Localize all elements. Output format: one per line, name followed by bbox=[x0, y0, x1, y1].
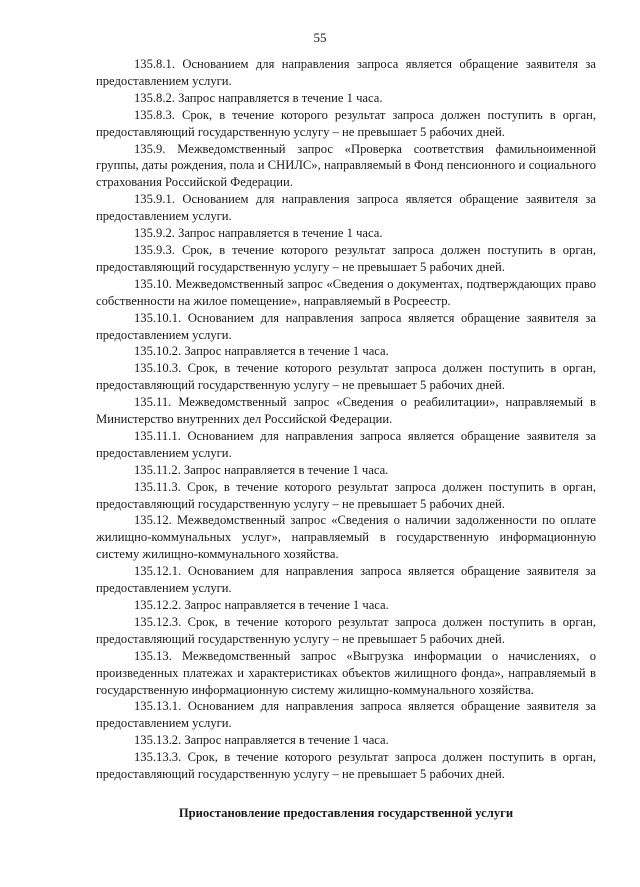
paragraph-135-12-2: 135.12.2. Запрос направляется в течение 1 часа. bbox=[134, 598, 389, 612]
paragraph-135-11: 135.11. Межведомственный запрос «Сведения о реабилитации», направляемый в Министерство внутренних дел Российской Федерации. bbox=[96, 395, 596, 427]
paragraph-135-12-1: 135.12.1. Основанием для направления запроса является обращение заявителя за предоставлением услуги. bbox=[96, 564, 596, 596]
paragraph-135-10-1: 135.10.1. Основанием для направления запроса является обращение заявителя за предоставлением услуги. bbox=[96, 310, 596, 342]
paragraph-135-13-3: 135.13.3. Срок, в течение которого результат запроса должен поступить в орган, предоставляющий государственную услугу – не превышает 5 рабочих дней. bbox=[96, 750, 596, 782]
document-body bbox=[96, 56, 596, 783]
paragraph-135-10-3: 135.10.3. Срок, в течение которого результат запроса должен поступить в орган, предоставляющий государственную услугу – не превышает 5 рабочих дней. bbox=[96, 361, 596, 393]
paragraph-135-11-1: 135.11.1. Основанием для направления запроса является обращение заявителя за предоставлением услуги. bbox=[96, 428, 596, 460]
paragraph-135-9: 135.9. Межведомственный запрос «Проверка соответствия фамильноименной группы, даты рождения, пола и СНИЛС», направляемый в Фонд пенсионного и социального страхования Российской Федерации. bbox=[96, 141, 596, 190]
section-heading: Приостановление предоставления государственной услуги bbox=[178, 806, 514, 820]
paragraph-135-8-2: 135.8.2. Запрос направляется в течение 1 часа. bbox=[134, 90, 383, 105]
paragraph-135-10-2: 135.10.2. Запрос направляется в течение 1 часа. bbox=[134, 344, 389, 359]
paragraph-135-12: 135.12. Межведомственный запрос «Сведения о наличии задолженности по оплате жилищно-коммунальных услуг», направляемый в государственную информационную систему жилищно-коммунального хозяйства. bbox=[96, 513, 596, 562]
paragraph-135-9-3: 135.9.3. Срок, в течение которого результат запроса должен поступить в орган, предоставляющий государственную услугу – не превышает 5 рабочих дней. bbox=[96, 242, 596, 274]
paragraph-135-8-3: 135.8.3. Срок, в течение которого результат запроса должен поступить в орган, предоставляющий государственную услугу – не превышает 5 рабочих дней. bbox=[96, 107, 596, 139]
paragraph-135-8-1: 135.8.1. Основанием для направления запроса является обращение заявителя за предоставлением услуги. bbox=[96, 57, 596, 88]
paragraph-135-9-2: 135.9.2. Запрос направляется в течение 1 часа. bbox=[134, 226, 383, 241]
paragraph-135-9-1: 135.9.1. Основанием для направления запроса является обращение заявителя за предоставлением услуги. bbox=[96, 192, 596, 224]
page-number: 55 bbox=[313, 30, 327, 45]
paragraph-135-13-1: 135.13.1. Основанием для направления запроса является обращение заявителя за предоставлением услуги. bbox=[96, 699, 596, 731]
paragraph-135-11-3: 135.11.3. Срок, в течение которого результат запроса должен поступить в орган, предоставляющий государственную услугу – не превышает 5 рабочих дней. bbox=[96, 479, 596, 511]
paragraph-135-12-3: 135.12.3. Срок, в течение которого результат запроса должен поступить в орган, предоставляющий государственную услугу – не превышает 5 рабочих дней. bbox=[96, 614, 596, 646]
paragraph-135-13-2: 135.13.2. Запрос направляется в течение 1 часа. bbox=[134, 733, 389, 748]
paragraph-135-11-2: 135.11.2. Запрос направляется в течение 1 часа. bbox=[134, 462, 389, 477]
paragraph-135-13: 135.13. Межведомственный запрос «Выгрузка информации о начислениях, о произведенных платежах и характеристиках объектов жилищного фонда», направляемый в государственную информационную систему жилищно-коммунального хозяйства. bbox=[96, 648, 596, 697]
paragraph-135-10: 135.10. Межведомственный запрос «Сведения о документах, подтверждающих право собственности на жилое помещение», направляемый в Росреестр. bbox=[96, 276, 596, 308]
